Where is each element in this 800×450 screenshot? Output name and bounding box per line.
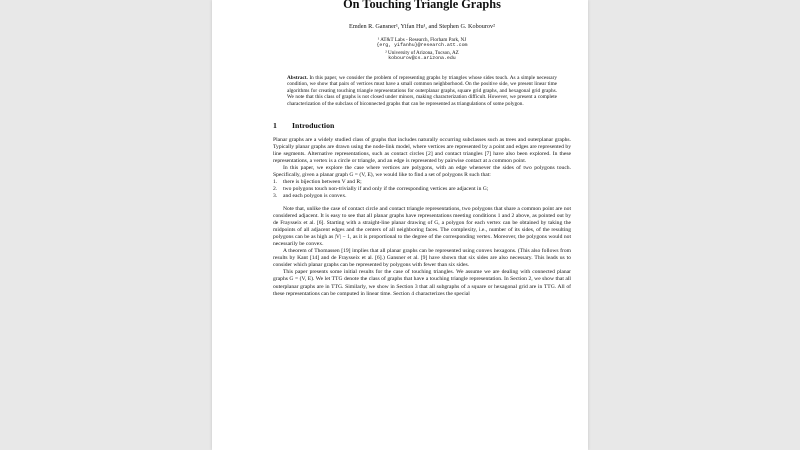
list-item [273, 179, 571, 186]
paper-title: On Touching Triangle Graphs [343, 0, 501, 11]
abstract-label: Abstract. [287, 74, 308, 81]
paper-page [212, 0, 588, 450]
affiliation-email: {erg, yifanhu}@research.att.com [376, 43, 468, 49]
list-item-text: there is bijection between V and R; [283, 178, 362, 185]
section-heading [273, 121, 571, 131]
list-item-text: and each polygon is convex. [283, 192, 347, 199]
section-number: 1 [273, 120, 277, 130]
body-paragraph: This paper presents some initial results for the case of touching triangles. We assume we are dealing with connected planar graphs G = (V, E). We let TTG denote the class of graphs that have a touching triangle representation. In Section 2, we show that all outerplanar graphs are in TTG. Similarly, we show in Section 3 that all subgraphs of a square or hexagonal grid are in TTG. All of these representations can be computed in linear time. Section 4 characterizes the special [273, 269, 571, 297]
abstract [287, 75, 557, 108]
affiliation-line: ¹ AT&T Labs - Research, Florham Park, NJ [377, 37, 467, 43]
list-item-number: 1. [273, 178, 278, 185]
list-item-number: 2. [273, 185, 278, 192]
list-item [273, 193, 571, 200]
conditions-list [273, 179, 571, 200]
body-paragraph: Note that, unlike the case of contact circle and contact triangle representations, two polygons that share a common point are not considered adjacent. It is easy to see that all planar graphs have representations meeting conditions 1 and 2 above, as pointed out by de Fraysseix et al. [6]. Starting with a straight-line planar drawing of G, a polygon for each vertex can be obtained by taking the midpoints of all adjacent edges and the centers of all neighboring faces. The complexity, i.e., number of its sides, of the resulting polygons can be as high as |V| − 1, as it is proportional to the degree of the corresponding vertex. Moreover, the polygons would not necessarily be convex. [273, 206, 571, 248]
list-item-number: 3. [273, 192, 278, 199]
section-title: Introduction [292, 120, 335, 130]
affiliation-email: kobourov@cs.arizona.edu [388, 56, 456, 62]
body-paragraph: A theorem of Thomassen [19] implies that all planar graphs can be represented using convex hexagons. (This also follows from results by Kant [14] and de Fraysseix et al. [6].) Gansner et al. [9] have shown that six sides are also necessary. This leads us to consider which planar graphs can be represented by polygons with fewer than six sides. [273, 248, 571, 269]
list-item-text: two polygons touch non-trivially if and only if the corresponding vertices are adjacent in G; [283, 185, 489, 192]
body-paragraph: Planar graphs are a widely studied class of graphs that includes naturally occurring subclasses such as trees and outerplanar graphs. Typically planar graphs are drawn using the node-link model, where vertices are represented by a point and edges are represented by line segments. Alternative representations, such as contact circles [2] and contact triangles [7] have also been explored. In these representations, a vertex is a circle or triangle, and an edge is represented by pairwise contact at a common point. [273, 136, 571, 164]
affiliations [273, 37, 571, 63]
list-item [273, 186, 571, 193]
page-content [273, 0, 571, 298]
author-list: Emden R. Gansner¹, Yifan Hu¹, and Stephen G. Kobourov² [349, 23, 495, 30]
body-paragraph: In this paper, we explore the case where vertices are polygons, with an edge whenever the sides of two polygons touch. Specifically, given a planar graph G = (V, E), we would like to find a set of polygons R such that: [273, 164, 571, 178]
abstract-text: In this paper, we consider the problem of representing graphs by triangles whose sides touch. As a simple necessary condition, we show that pairs of vertices must have a small common neighborhood. On the positive side, we present linear time algorithms for creating touching triangle representations for outerplanar graphs, square grid graphs, and hexagonal grid graphs. We note that this class of graphs is not closed under minors, making characterization difficult. However, we present a complete characterization of the subclass of biconnected graphs that can be represented as triangulations of some polygon. [287, 74, 558, 107]
affiliation-line: ² University of Arizona, Tucson, AZ [385, 49, 459, 56]
